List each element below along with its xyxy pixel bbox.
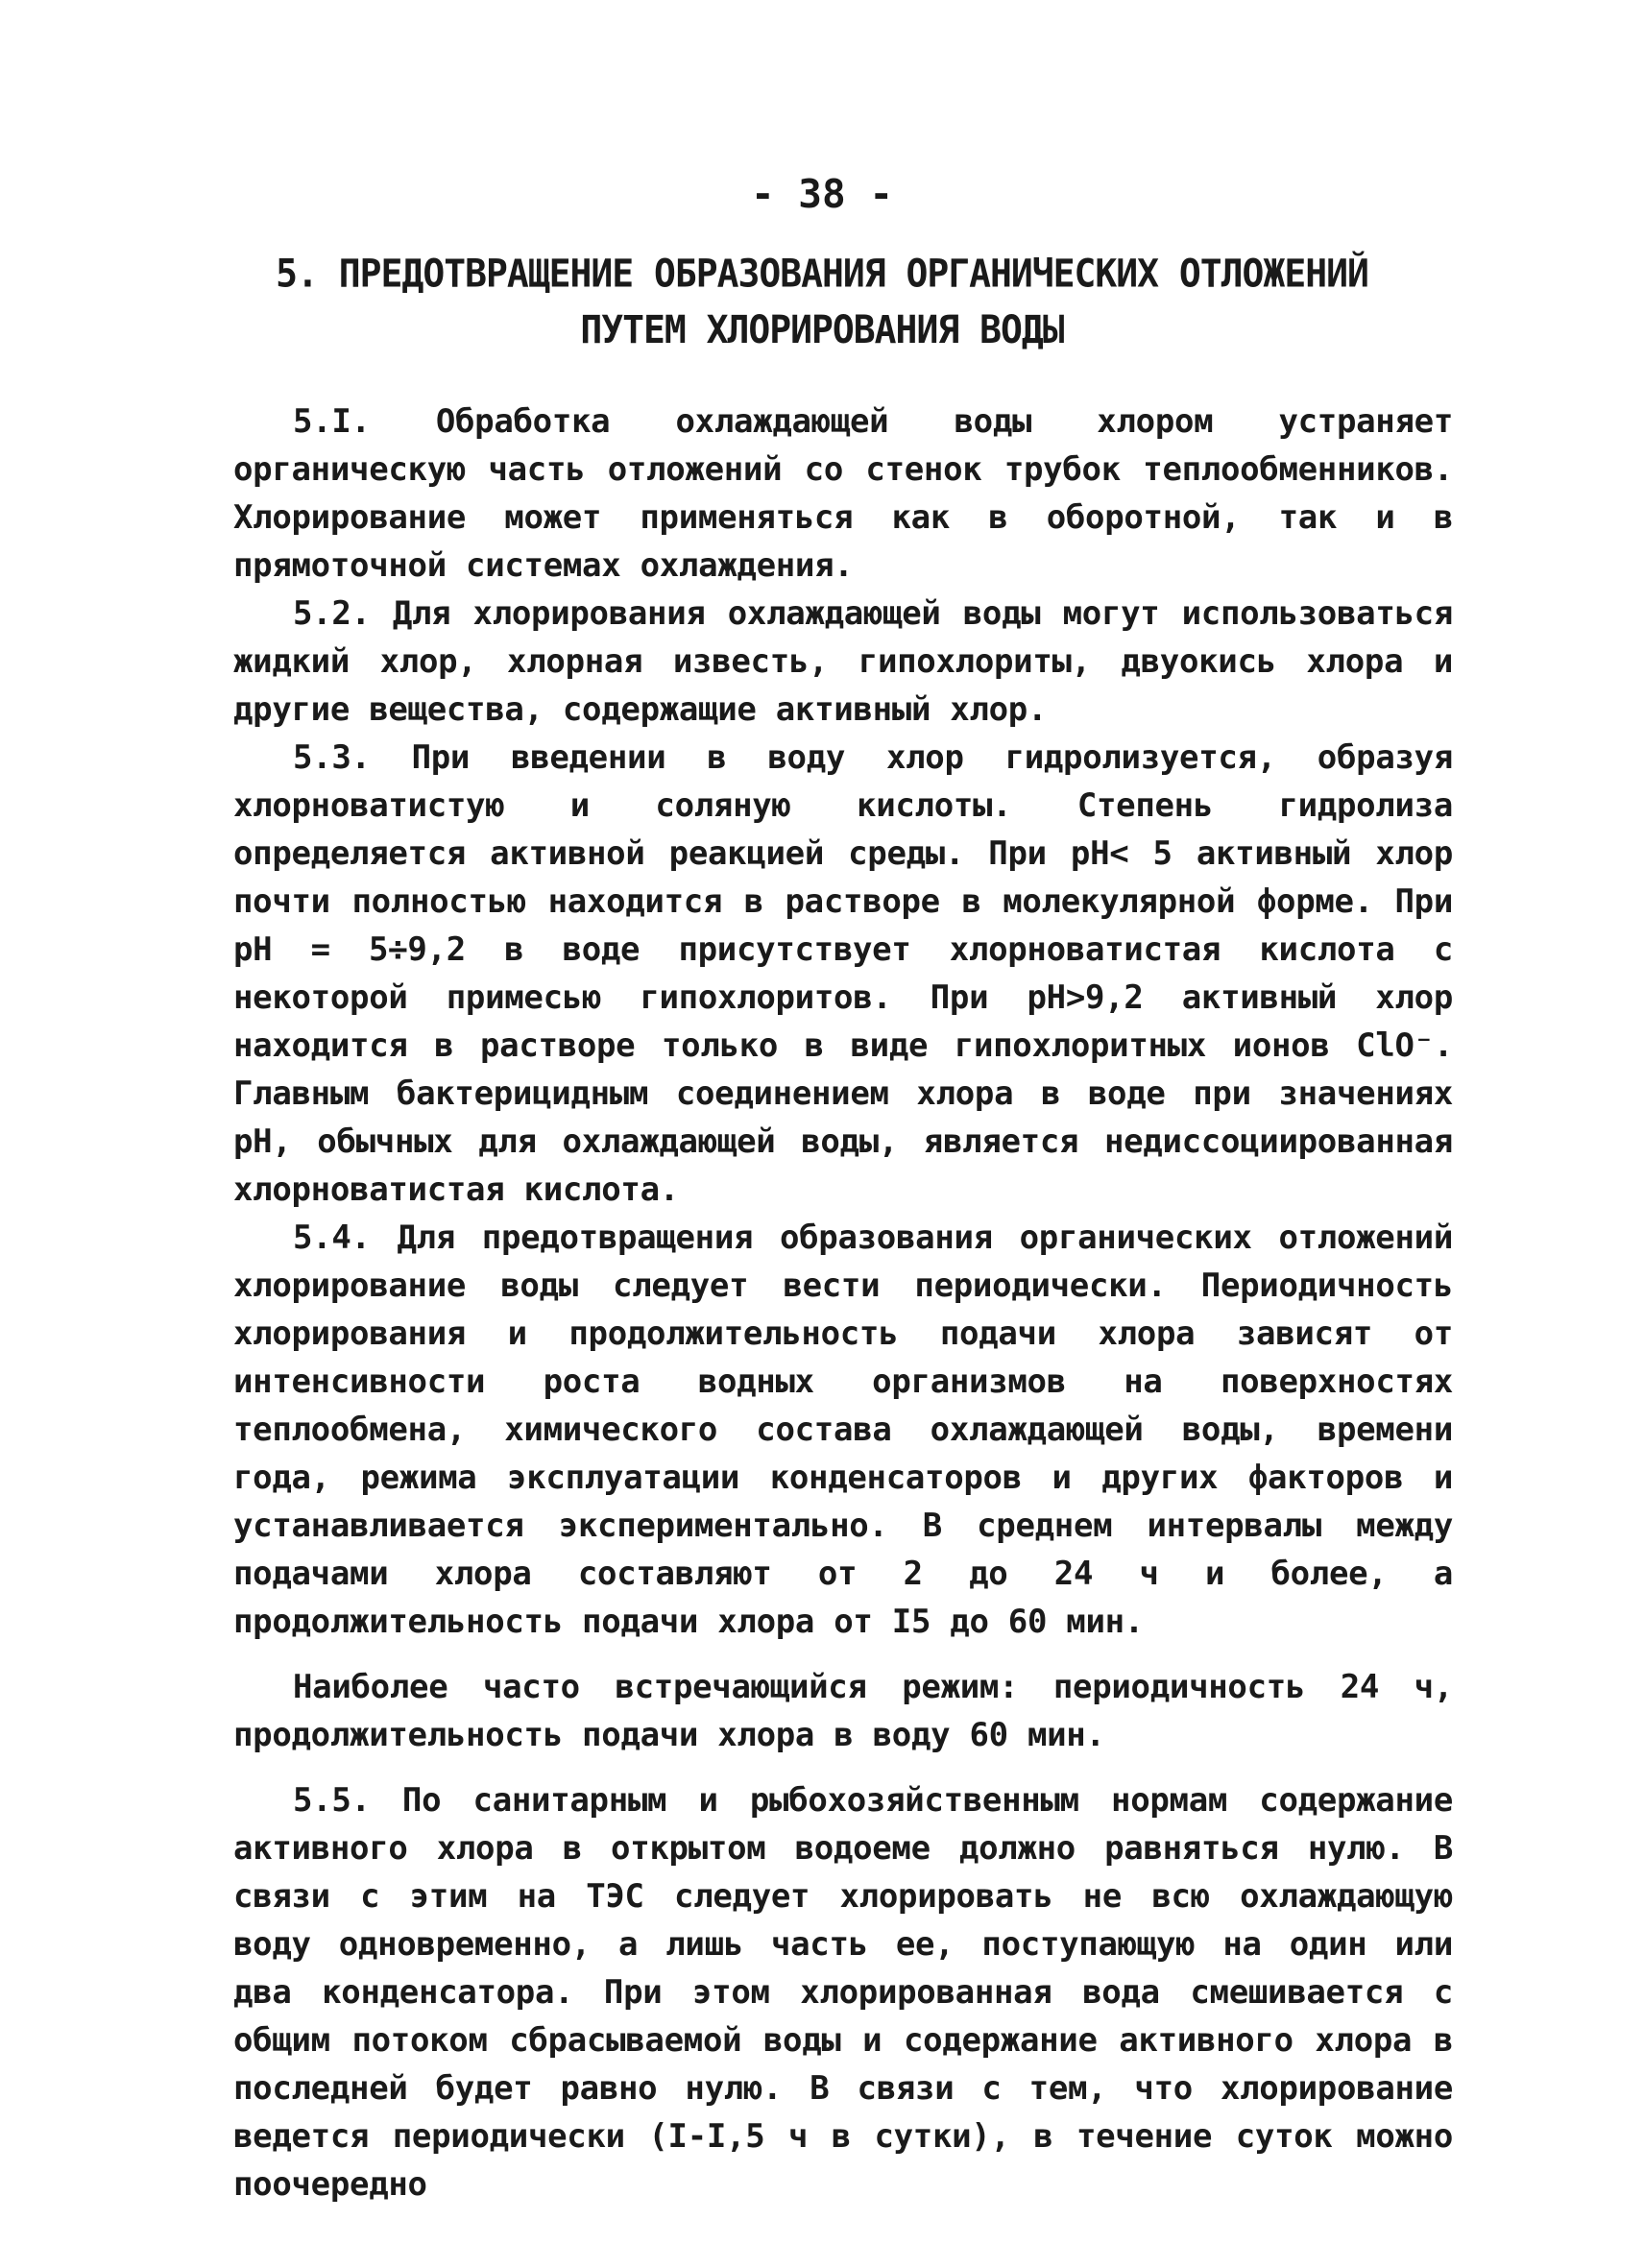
body-text — [233, 398, 1453, 2208]
section-title-line-1: 5. ПРЕДОТВРАЩЕНИЕ ОБРАЗОВАНИЯ ОРГАНИЧЕСКИХ ОТЛОЖЕНИЙ — [276, 251, 1368, 296]
paragraph-5-4: 5.4. Для предотвращения образования органических отложений хлорирование воды следует вести периодически. Периодичность хлорирования и продолжительность подачи хлора зависят от интенсивности роста водных организмов на поверхностях теплообмена, химического состава охлаждающей воды, времени года, режима эксплуатации конденсаторов и других факторов и устанавливается экспериментально. В среднем интервалы между подачами хлора составляют от 2 до 24 ч и более, а продолжительность подачи хлора от I5 до 60 мин. — [233, 1218, 1453, 1641]
paragraph-regime: Наиболее часто встречающийся режим: периодичность 24 ч, продолжительность подачи хлора в воду 60 мин. — [233, 1668, 1453, 1754]
page-number: - 38 - — [750, 171, 894, 217]
paragraph-5-3: 5.3. При введении в воду хлор гидролизуется, образуя хлорноватистую и соляную кислоты. Степень гидролиза определяется активной реакцией среды. При pH< 5 активный хлор почти полностью находится в растворе в молекулярной форме. При pH = 5÷9,2 в воде присутствует хлорноватистая кислота с некоторой примесью гипохлоритов. При pH>9,2 активный хлор находится в растворе только в виде гипохлоритных ионов ClO⁻. Главным бактерицидным соединением хлора в воде при значениях pH, обычных для охлаждающей воды, является недиссоциированная хлорноватистая кислота. — [233, 738, 1453, 1209]
paragraph-5-1: 5.I. Обработка охлаждающей воды хлором устраняет органическую часть отложений со стенок трубок теплообменников. Хлорирование может применяться как в оборотной, так и в прямоточной системах охлаждения. — [233, 402, 1453, 585]
paragraph-5-5: 5.5. По санитарным и рыбохозяйственным нормам содержание активного хлора в открытом водоеме должно равняться нулю. В связи с этим на ТЭС следует хлорировать не всю охлаждающую воду одновременно, а лишь часть ее, поступающую на один или два конденсатора. При этом хлорированная вода смешивается с общим потоком сбрасываемой воды и содержание активного хлора в последней будет равно нулю. В связи с тем, что хлорирование ведется периодически (I-I,5 ч в сутки), в течение суток можно поочередно — [233, 1781, 1453, 2204]
paragraph-5-2: 5.2. Для хлорирования охлаждающей воды могут использоваться жидкий хлор, хлорная известь, гипохлориты, двуокись хлора и другие вещества, содержащие активный хлор. — [233, 594, 1453, 729]
section-title-line-2: ПУТЕМ ХЛОРИРОВАНИЯ ВОДЫ — [580, 307, 1064, 352]
section-title — [173, 245, 1471, 358]
